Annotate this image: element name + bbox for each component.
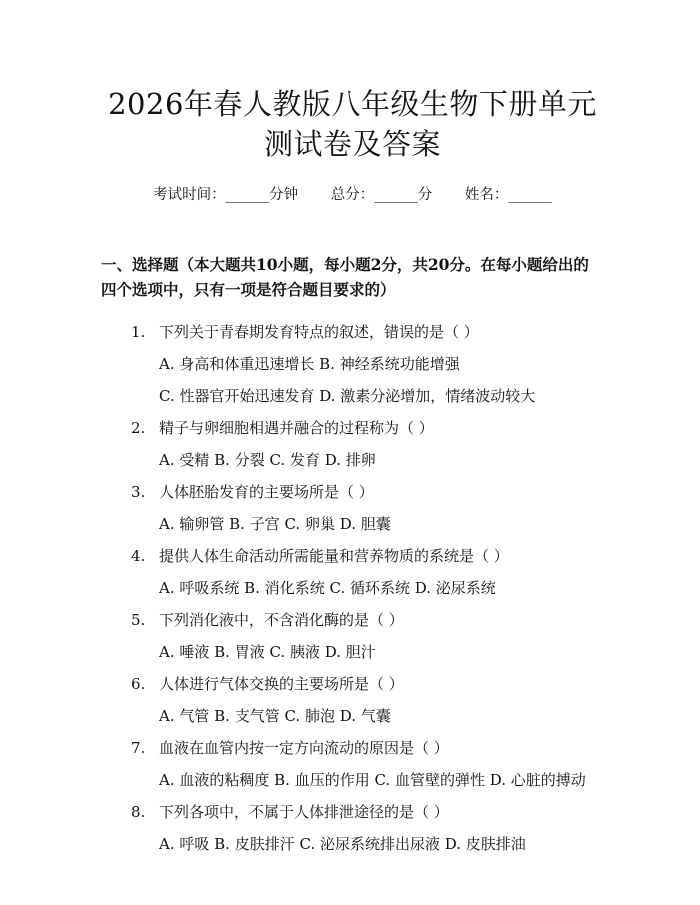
question-item [101,316,604,412]
exam-meta [101,184,604,206]
question-item [101,476,604,540]
question-number: 5. [131,611,146,629]
question-options [101,348,604,412]
question-item [101,540,604,604]
total-score-field: 总分：______分 [330,187,433,203]
question-number: 3. [131,483,146,501]
question-stem [101,476,604,508]
question-text: 精子与卵细胞相遇并融合的过程称为（ ） [159,419,434,437]
question-text: 血液在血管内按一定方向流动的原因是（ ） [159,739,449,757]
option-line: A. 受精 B. 分裂 C. 发育 D. 排卵 [159,451,376,469]
option-line: A. 呼吸 B. 皮肤排汗 C. 泌尿系统排出尿液 D. 皮肤排油 [159,835,526,853]
question-stem [101,412,604,444]
question-text: 下列消化液中，不含消化酶的是（ ） [159,611,404,629]
question-options [101,508,604,540]
option-line: A. 唾液 B. 胃液 C. 胰液 D. 胆汁 [159,643,376,661]
option-line: A. 输卵管 B. 子宫 C. 卵巢 D. 胆囊 [159,515,391,533]
question-stem [101,668,604,700]
exam-time-field: 考试时间：______分钟 [153,187,299,203]
option-line: A. 呼吸系统 B. 消化系统 C. 循环系统 D. 泌尿系统 [159,579,496,597]
question-stem [101,316,604,348]
question-stem [101,732,604,764]
question-item [101,732,604,796]
option-line: C. 性器官开始迅速发育 D. 激素分泌增加，情绪波动较大 [159,387,536,405]
question-options [101,828,604,860]
question-stem [101,540,604,572]
question-text: 人体胚胎发育的主要场所是（ ） [159,483,374,501]
question-text: 人体进行气体交换的主要场所是（ ） [159,675,404,693]
question-stem [101,796,604,828]
option-line: A. 身高和体重迅速增长 B. 神经系统功能增强 [159,355,460,373]
question-options [101,636,604,668]
question-number: 2. [131,419,146,437]
question-item [101,796,604,860]
option-line: A. 血液的粘稠度 B. 血压的作用 C. 血管壁的弹性 D. 心脏的搏动 [159,771,586,789]
question-item [101,668,604,732]
question-list [101,316,604,860]
question-number: 1. [131,323,146,341]
question-number: 6. [131,675,146,693]
question-options [101,764,604,796]
question-options [101,700,604,732]
question-item [101,412,604,476]
question-number: 8. [131,803,146,821]
question-options [101,572,604,604]
question-item [101,604,604,668]
option-line: A. 气管 B. 支气管 C. 肺泡 D. 气囊 [159,707,391,725]
page-title: 2026年春人教版八年级生物下册单元测试卷及答案 [108,87,597,161]
name-field: 姓名：______ [464,187,552,203]
question-text: 下列关于青春期发育特点的叙述，错误的是（ ） [159,323,479,341]
question-number: 4. [131,547,146,565]
question-stem [101,604,604,636]
question-options [101,444,604,476]
question-text: 提供人体生命活动所需能量和营养物质的系统是（ ） [159,547,509,565]
question-text: 下列各项中，不属于人体排泄途径的是（ ） [159,803,449,821]
question-number: 7. [131,739,146,757]
section-heading: 一、选择题（本大题共10小题，每小题2分，共20分。在每小题给出的四个选项中，只有一项是符合题目要求的） [101,255,589,299]
